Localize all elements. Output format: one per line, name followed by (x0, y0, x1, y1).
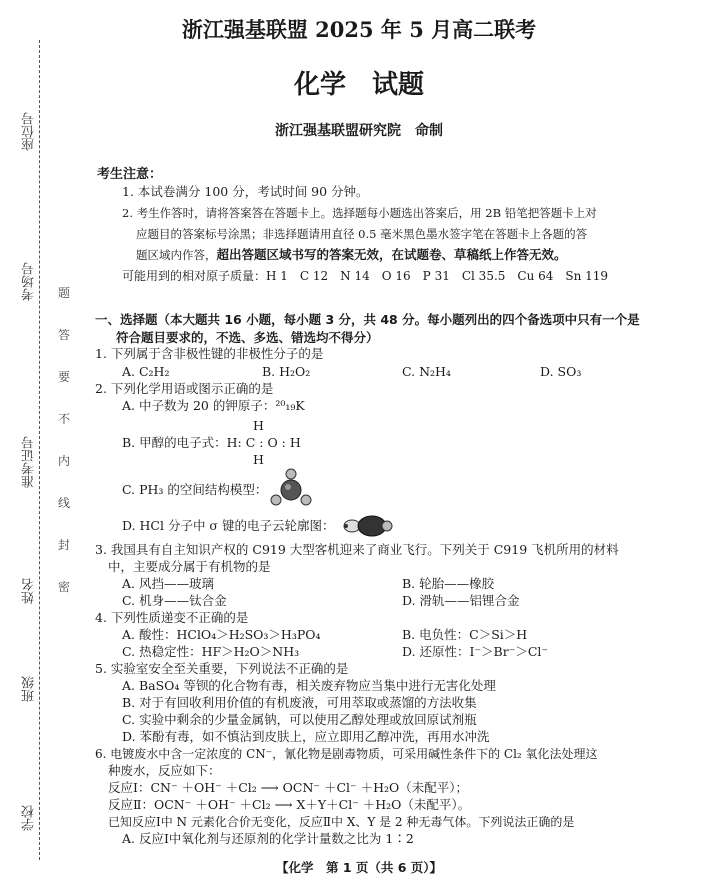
hcl-sigma-orbital (340, 514, 394, 538)
question-2-option-d: D. HCl 分子中 σ 键的电子云轮廓图： (122, 518, 335, 533)
notice-emphasis: 超出答题区域书写的答案无效，在试题卷、草稿纸上作答无效。 (216, 247, 567, 262)
electron-formula-top: H (253, 418, 264, 433)
hydrogen-atom (271, 495, 281, 505)
cl-back-lobe (382, 521, 392, 531)
electron-formula: : C : O : H (237, 435, 301, 450)
question-6-option-a: A. 反应Ⅰ中氧化剂与还原剂的化学计量数之比为 1∶2 (122, 831, 414, 846)
hydrogen-atom (286, 469, 296, 479)
author-line: 浙江强基联盟研究院 命制 (275, 123, 443, 139)
question-3-option-a: A. 风挡——玻璃 (122, 576, 214, 591)
question-2-option-c: C. PH₃ 的空间结构模型： (122, 482, 268, 497)
section-heading-cont: 符合题目要求的，不选、多选、错选均不得分） (116, 330, 379, 345)
subject-title: 化学 试题 (293, 70, 424, 100)
electron-formula-bottom: H (253, 452, 264, 467)
question-3-option-b: B. 轮胎——橡胶 (402, 576, 495, 591)
question-6-stem-cont: 种废水，反应如下： (108, 763, 221, 778)
question-3-stem-cont: 中，主要成分属于有机物的是 (108, 559, 271, 574)
warning-char: 内 (58, 454, 71, 468)
question-4-option-d: D. 还原性：I⁻＞Br⁻＞Cl⁻ (402, 644, 548, 659)
notice-item-2-cont (136, 247, 567, 263)
question-6-stem: 6. 电镀废水中含一定浓度的 CN⁻，氰化物是剧毒物质，可采用碱性条件下的 Cl₂ 氧化法处理这 (95, 747, 598, 761)
question-2-option-a: A. 中子数为 20 的钾原子：²⁰₁₉K (122, 398, 305, 413)
question-5-option-c: C. 实验中剩余的少量金属钠，可以使用乙醇处理或放回原试剂瓶 (122, 712, 477, 727)
question-3-stem: 3. 我国具有自主知识产权的 C919 大型客机迎来了商业飞行。下列关于 C919 飞机所用的材料 (95, 542, 619, 557)
warning-char: 密 (58, 580, 71, 594)
question-5-stem: 5. 实验室安全至关重要，下列说法不正确的是 (95, 661, 349, 676)
class-label: 班级 (22, 676, 37, 702)
question-4-option-c: C. 热稳定性：HF＞H₂O＞NH₃ (122, 644, 300, 659)
warning-char: 不 (58, 412, 71, 426)
page-footer: 【化学 第 1 页（共 6 页）】 (275, 860, 443, 875)
warning-char: 题 (58, 286, 71, 300)
question-3-option-d: D. 滑轨——铝锂合金 (402, 593, 520, 608)
ticket-label: 准考证号 (22, 436, 37, 488)
room-label: 考场号 (22, 262, 37, 301)
ph3-model (268, 468, 314, 512)
notice-item-2-cont: 应题目的答案标号涂黑；非选择题请用直径 0.5 毫米黑色墨水签字笔在答题卡上各题的答 (136, 227, 588, 241)
nucleus (344, 524, 348, 528)
question-4-stem: 4. 下列性质递变不正确的是 (95, 610, 249, 625)
question-5-option-b: B. 对于有回收利用价值的有机废液，可用萃取或蒸馏的方法收集 (122, 695, 477, 710)
option-b-label: B. 甲醇的电子式：H (122, 435, 238, 450)
phosphorus-atom (281, 480, 301, 500)
warning-char: 封 (58, 538, 71, 552)
notice-heading: 考生注意： (97, 167, 163, 182)
question-5-option-a: A. BaSO₄ 等钡的化合物有毒，相关废弃物应当集中进行无害化处理 (122, 678, 496, 693)
warning-char: 答 (58, 328, 71, 342)
notice-text: 题区域内作答， (136, 248, 217, 262)
highlight (285, 484, 291, 490)
school-label: 学校 (22, 805, 37, 831)
question-1-option-c: C. N₂H₄ (402, 364, 451, 379)
notice-item-1: 1. 本试卷满分 100 分，考试时间 90 分钟。 (122, 184, 369, 199)
question-1-stem: 1. 下列属于含非极性键的非极性分子的是 (95, 346, 324, 361)
hydrogen-atom (301, 495, 311, 505)
reaction-2: 反应Ⅱ：OCN⁻ ＋OH⁻ ＋Cl₂ ⟶ X＋Y＋Cl⁻ ＋H₂O（未配平）。 (108, 797, 471, 812)
question-1-option-b: B. H₂O₂ (262, 364, 311, 379)
question-5-option-d: D. 苯酚有毒，如不慎沾到皮肤上，应立即用乙醇冲洗，再用水冲洗 (122, 729, 490, 744)
question-3-option-c: C. 机身——钛合金 (122, 593, 227, 608)
reaction-1: 反应Ⅰ：CN⁻ ＋OH⁻ ＋Cl₂ ⟶ OCN⁻ ＋Cl⁻ ＋H₂O（未配平）； (108, 780, 469, 795)
question-4-option-b: B. 电负性：C＞Si＞H (402, 627, 528, 642)
question-4-option-a: A. 酸性：HClO₄＞H₂SO₃＞H₃PO₄ (122, 627, 321, 642)
atomic-masses: 可能用到的相对原子质量：H 1 C 12 N 14 O 16 P 31 Cl 35.5 Cu 64 Sn 119 (122, 269, 609, 283)
section-heading: 一、选择题（本大题共 16 小题，每小题 3 分，共 48 分。每小题列出的四个备选项中只有一个是 (95, 312, 640, 327)
question-2-stem: 2. 下列化学用语或图示正确的是 (95, 381, 274, 396)
question-6-known: 已知反应Ⅰ中 N 元素化合价无变化，反应Ⅱ中 X、Y 是 2 种无毒气体。下列说法正确的是 (108, 815, 575, 829)
question-1-option-a: A. C₂H₂ (122, 364, 170, 379)
question-1-option-d: D. SO₃ (540, 364, 582, 379)
question-2-option-b (122, 435, 301, 451)
exam-title: 浙江强基联盟 2025 年 5 月高二联考 (181, 17, 537, 42)
seat-label: 座位号 (22, 112, 37, 151)
sidebar-divider (39, 40, 40, 860)
notice-item-2: 2. 考生作答时，请将答案答在答题卡上。选择题每小题选出答案后，用 2B 铅笔把答题卡上对 (122, 206, 597, 220)
name-label: 姓名 (22, 578, 37, 604)
warning-char: 要 (58, 370, 71, 384)
warning-char: 线 (58, 496, 71, 510)
